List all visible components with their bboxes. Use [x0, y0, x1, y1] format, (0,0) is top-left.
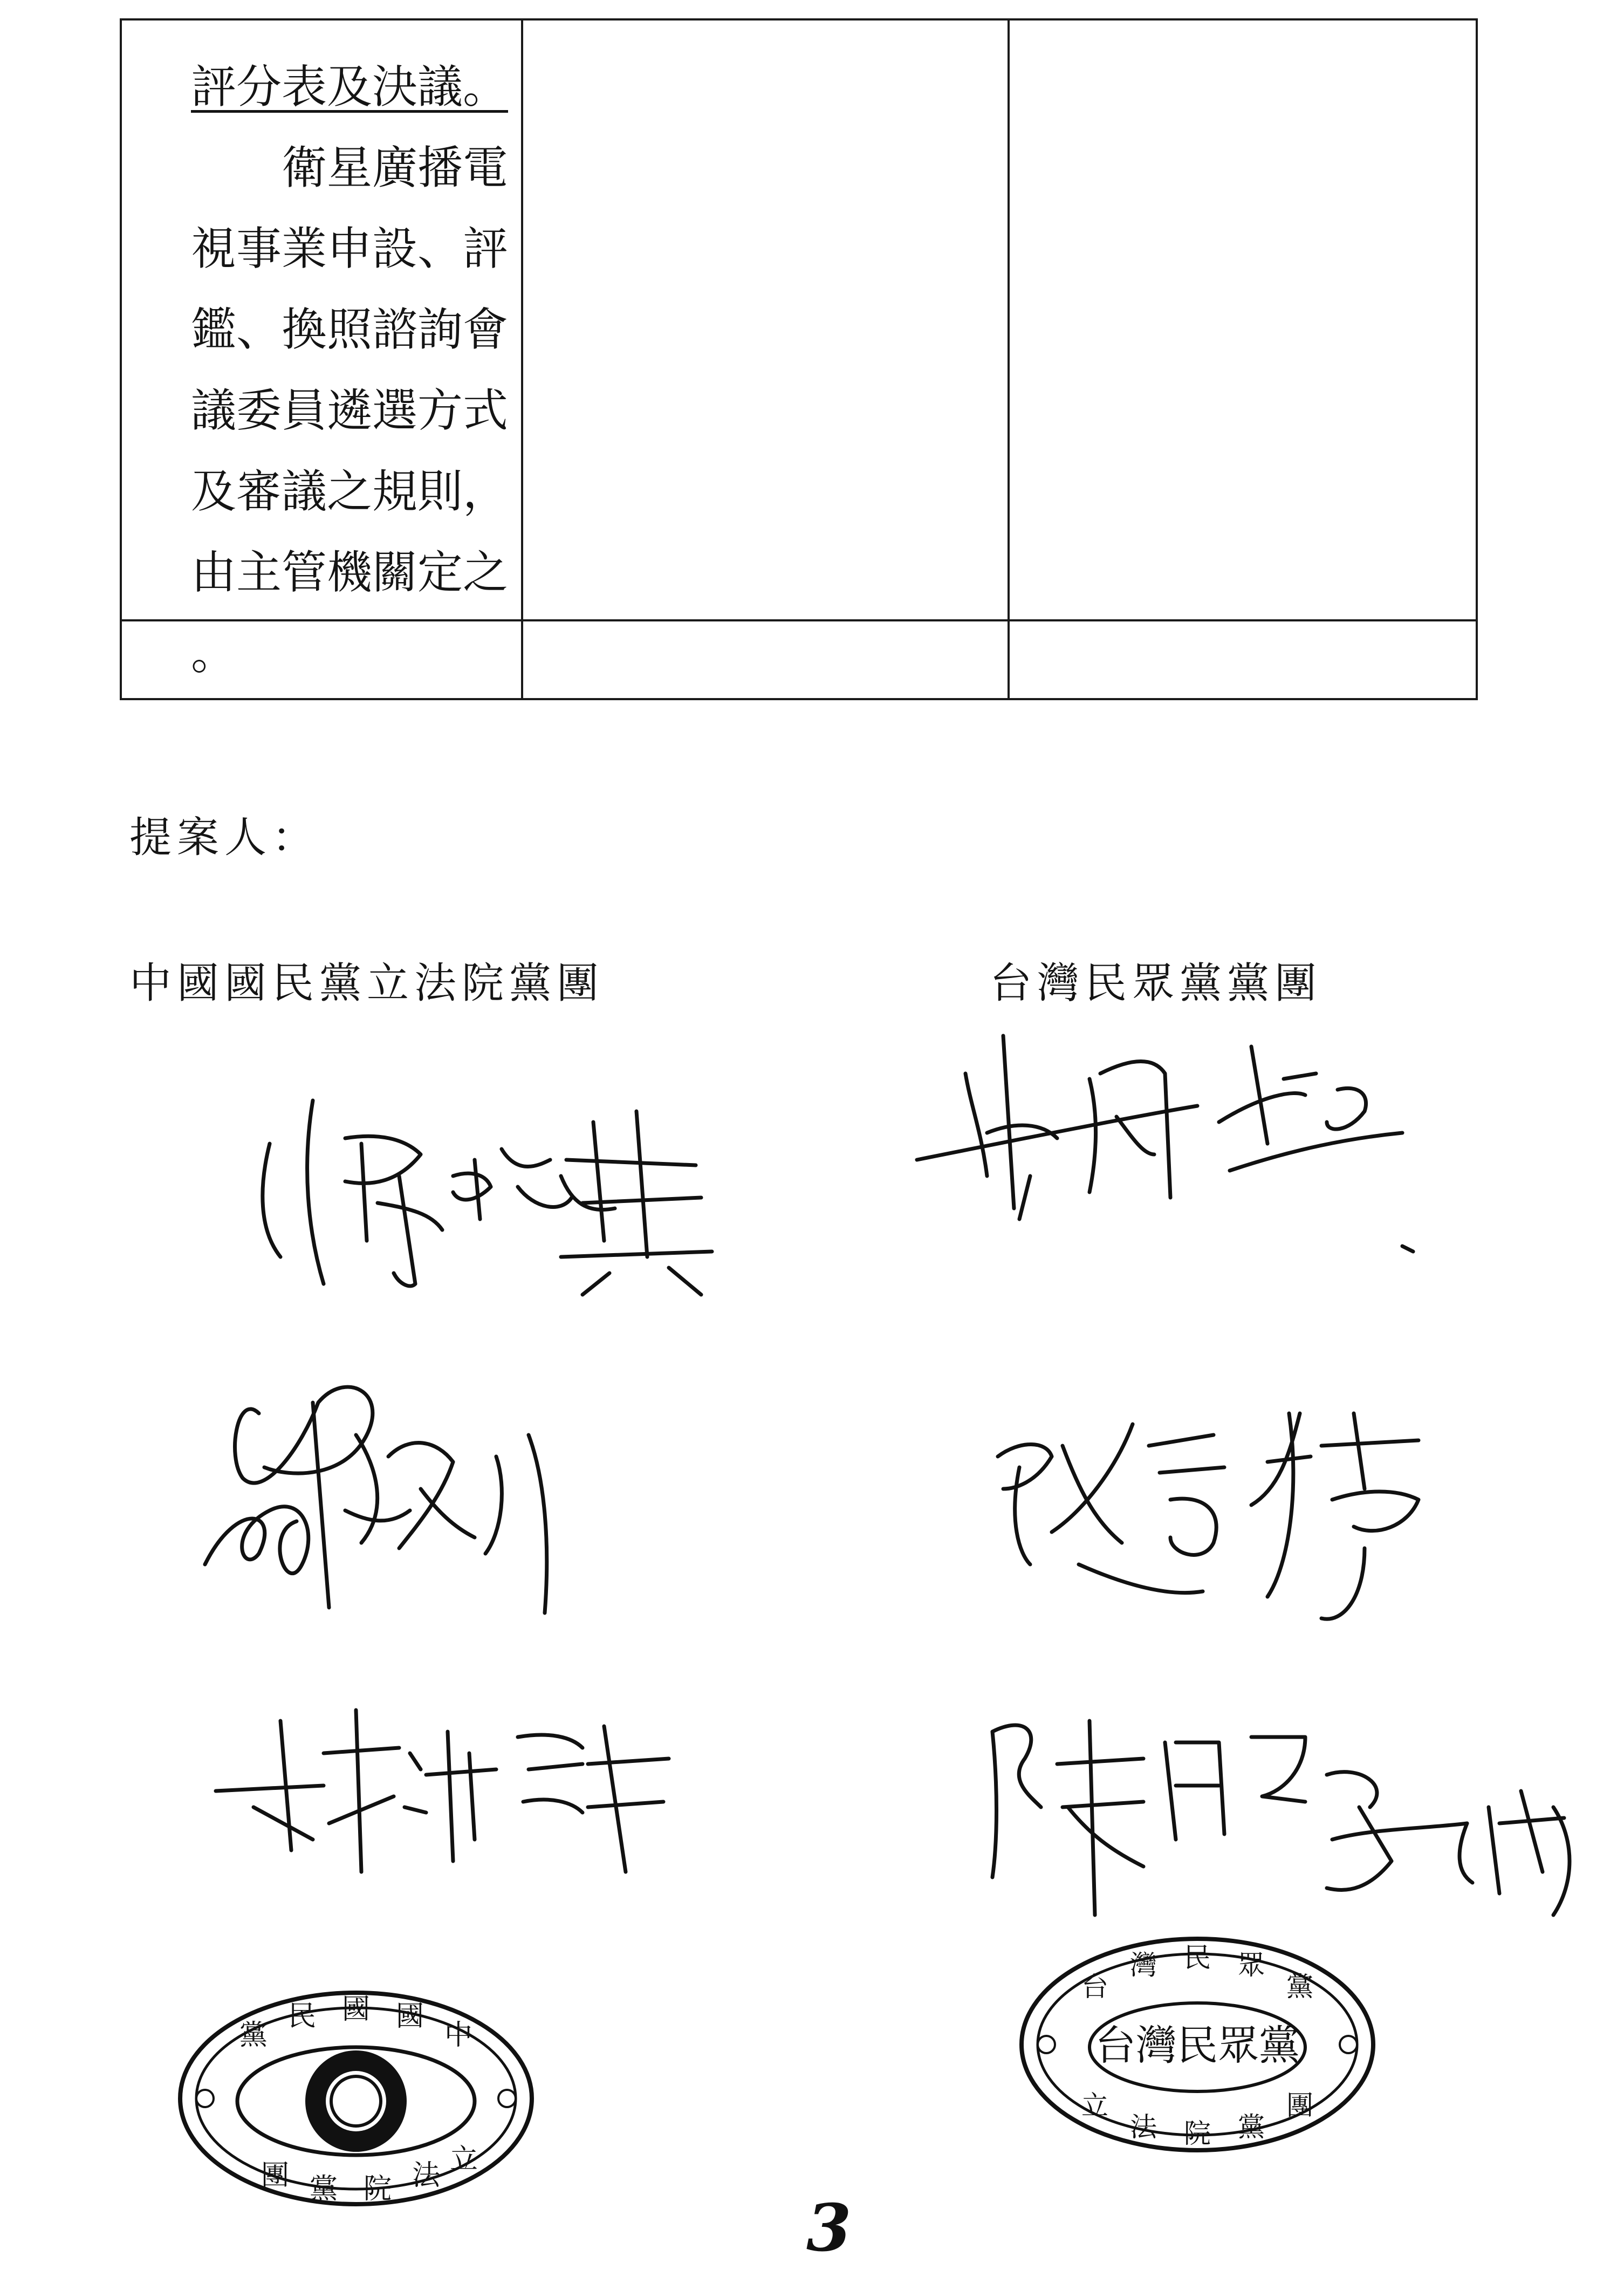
svg-text:立: 立	[449, 2143, 478, 2176]
svg-text:團: 團	[1286, 2090, 1313, 2121]
tpp-caucus-seal	[1014, 1931, 1381, 2158]
signature-2	[194, 1370, 680, 1672]
party-name-kmt: 中國國民黨立法院黨團	[129, 959, 605, 1008]
signature-4	[917, 1014, 1456, 1252]
cell-line: 鑑、換照諮詢會	[191, 303, 509, 356]
svg-text:團: 團	[261, 2159, 290, 2192]
party-name-tpp: 台灣民眾黨黨團	[990, 959, 1323, 1008]
cell-line: 及審議之規則，	[191, 465, 509, 518]
cell-line: 評分表及決議。	[191, 60, 509, 113]
svg-text:黨: 黨	[239, 2019, 268, 2052]
page-number: 3	[806, 2190, 852, 2266]
table-column-divider-2	[1008, 20, 1010, 698]
svg-text:黨: 黨	[1286, 1971, 1313, 2002]
cell-line: 由主管機關定之	[191, 546, 509, 599]
svg-text:眾: 眾	[1238, 1950, 1265, 1981]
svg-text:中: 中	[444, 2019, 473, 2052]
table-column-divider-1	[521, 20, 523, 698]
svg-text:民: 民	[1184, 1942, 1211, 1973]
cell-line: 衛星廣播電	[191, 141, 509, 194]
cell-line: 議委員遴選方式	[191, 384, 509, 437]
svg-text:台: 台	[1081, 1971, 1108, 2002]
svg-text:法: 法	[1130, 2111, 1157, 2143]
svg-text:灣: 灣	[1130, 1950, 1157, 1981]
svg-text:立: 立	[1081, 2090, 1108, 2121]
proposal-table	[120, 18, 1478, 700]
proposer-label: 提案人：	[129, 813, 320, 862]
svg-text:法: 法	[412, 2159, 441, 2192]
signature-6	[982, 1699, 1586, 1958]
svg-text:黨: 黨	[309, 2173, 338, 2205]
svg-text:黨: 黨	[1238, 2111, 1265, 2143]
svg-text:民: 民	[287, 2000, 317, 2033]
table-cell-explanation	[191, 46, 515, 694]
signature-3	[216, 1688, 680, 1883]
cell-line: 。	[191, 627, 237, 680]
svg-text:國: 國	[395, 2000, 424, 2033]
svg-text:院: 院	[363, 2173, 392, 2205]
kmt-emblem-icon	[305, 2050, 407, 2152]
seal-center-text: 台灣民眾黨	[1095, 2021, 1300, 2069]
signature-5	[987, 1381, 1472, 1629]
svg-text:國: 國	[341, 1993, 371, 2026]
cell-line: 視事業申設、評	[191, 222, 509, 275]
signature-1	[237, 1079, 723, 1295]
kmt-caucus-seal	[173, 1985, 539, 2212]
svg-text:院: 院	[1184, 2118, 1211, 2149]
